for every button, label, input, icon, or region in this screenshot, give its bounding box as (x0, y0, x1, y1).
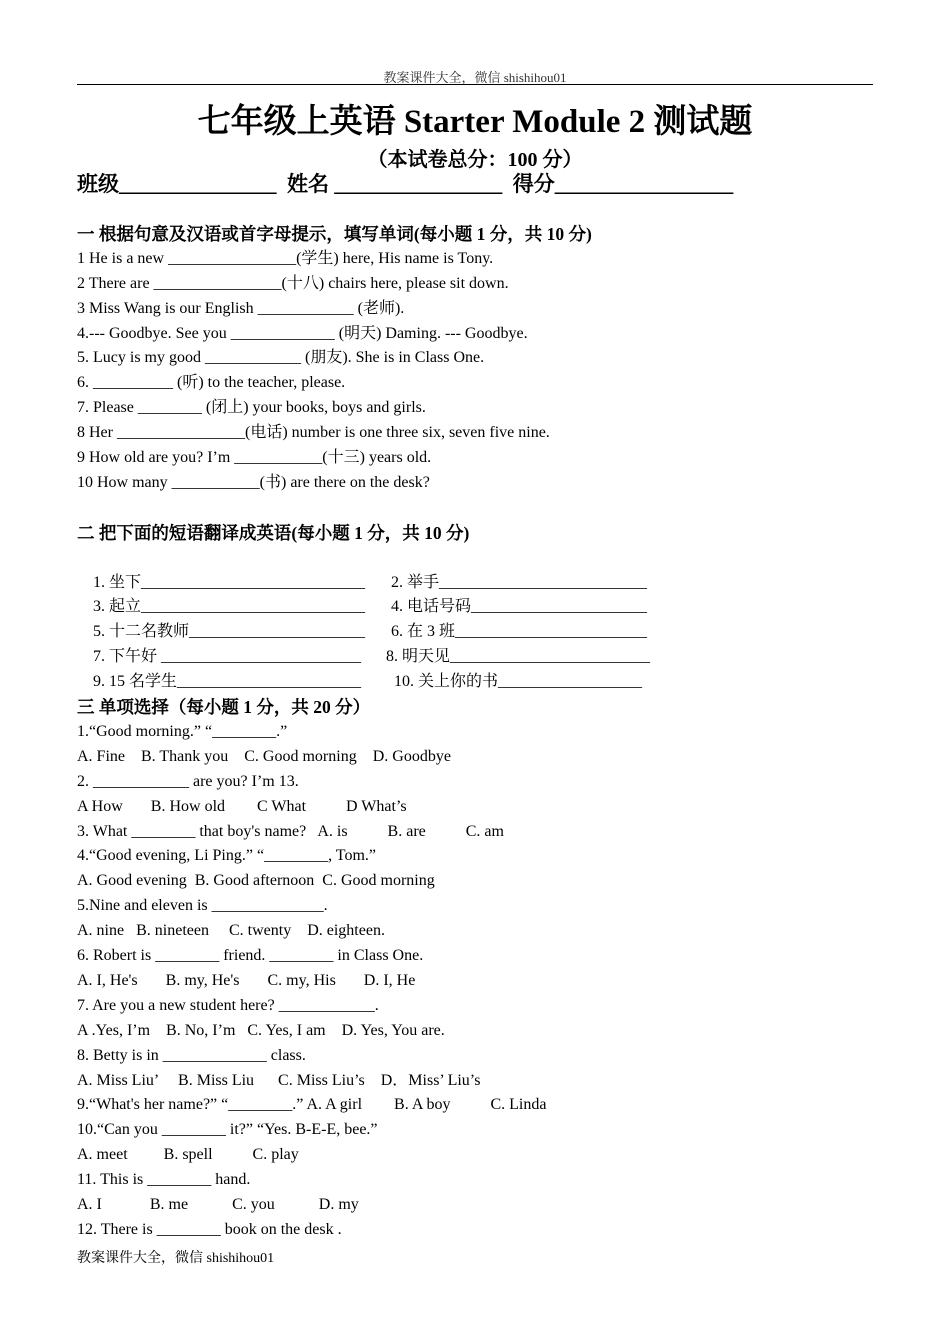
section-2-heading: 二 把下面的短语翻译成英语(每小题 1 分，共 10 分) (77, 522, 470, 543)
question-line: 2 There are ________________(十八) chairs here, please sit down. (77, 274, 509, 292)
section-gap (77, 496, 897, 521)
translation-item: 4. 电话号码______________________ (391, 598, 648, 616)
student-info-line: 班级_______________ 姓名 ________________ 得分_________________ (77, 172, 734, 196)
question-line: 6. __________ (听) to the teacher, please. (77, 374, 346, 392)
question-line: 8. Betty is in _____________ class. (77, 1046, 306, 1064)
page-title: 七年级上英语 Starter Module 2 测试题 (197, 104, 753, 140)
question-line: 4.--- Goodbye. See you _____________ (明天) Daming. --- Goodbye. (77, 324, 528, 342)
question-line: 1 He is a new ________________(学生) here, His name is Tony. (77, 249, 494, 267)
question-line: 10.“Can you ________ it?” “Yes. B-E-E, bee.” (77, 1121, 378, 1139)
options-line: A. meet B. spell C. play (77, 1146, 299, 1164)
question-line: 7. Are you a new student here? ____________. (77, 996, 379, 1014)
translation-item: 3. 起立____________________________ (93, 598, 366, 616)
translation-item: 9. 15 名学生_______________________ (93, 673, 362, 691)
options-line: A How B. How old C What D What’s (77, 797, 407, 815)
page-subtitle: （本试卷总分：100 分） (367, 149, 583, 171)
translation-item: 2. 举手__________________________ (391, 573, 648, 591)
question-line: 7. Please ________ (闭上) your books, boys and girls. (77, 399, 426, 417)
question-line: 12. There is ________ book on the desk . (77, 1220, 342, 1238)
question-line: 3. What ________ that boy's name? A. is B. are C. am (77, 822, 504, 840)
question-line: 8 Her ________________(电话) number is one three six, seven five nine. (77, 424, 550, 442)
question-line: 5.Nine and eleven is ______________. (77, 897, 328, 915)
options-line: A. nine B. nineteen C. twenty D. eighteen. (77, 922, 385, 940)
question-line: 3 Miss Wang is our English ____________ (老师). (77, 299, 405, 317)
question-line: 6. Robert is ________ friend. ________ in Class One. (77, 947, 424, 965)
translation-item: 1. 坐下____________________________ (93, 573, 366, 591)
question-line: 9.“What's her name?” “________.” A. A girl B. A boy C. Linda (77, 1096, 547, 1114)
translation-item: 8. 明天见_________________________ (386, 648, 651, 666)
question-line: 4.“Good evening, Li Ping.” “________, Tom.” (77, 847, 376, 865)
options-line: A. I B. me C. you D. my (77, 1195, 359, 1213)
question-line: 10 How many ___________(书) are there on the desk? (77, 473, 430, 491)
translation-item: 5. 十二名教师______________________ (93, 623, 366, 641)
options-line: A. Fine B. Thank you C. Good morning D. Goodbye (77, 747, 451, 765)
question-line: 2. ____________ are you? I’m 13. (77, 772, 299, 790)
options-line: A .Yes, I’m B. No, I’m C. Yes, I am D. Yes, You are. (77, 1021, 445, 1039)
question-line: 11. This is ________ hand. (77, 1171, 251, 1189)
header-rule (77, 84, 873, 85)
page-header: 教案课件大全，微信 shishihou01 (383, 70, 567, 85)
exam-content (77, 222, 897, 1243)
section-3-heading: 三 单项选择（每小题 1 分，共 20 分） (77, 697, 371, 718)
options-line: A. I, He's B. my, He's C. my, His D. I, He (77, 971, 416, 989)
translation-item: 7. 下午好 _________________________ (93, 648, 362, 666)
translation-item: 6. 在 3 班________________________ (391, 623, 648, 641)
translation-row (77, 546, 897, 591)
page-footer: 教案课件大全，微信 shishihou01 (77, 1251, 275, 1266)
translation-item: 10. 关上你的书__________________ (394, 673, 643, 691)
question-line: 1.“Good morning.” “________.” (77, 723, 288, 741)
question-line: 9 How old are you? I’m ___________(十三) years old. (77, 449, 432, 467)
options-line: A. Miss Liu’ B. Miss Liu C. Miss Liu’s D．Miss’ Liu’s (77, 1071, 481, 1089)
options-line: A. Good evening B. Good afternoon C. Good morning (77, 872, 435, 890)
section-1-heading: 一 根据句意及汉语或首字母提示，填写单词(每小题 1 分，共 10 分) (77, 224, 592, 244)
question-line: 5. Lucy is my good ____________ (朋友). She is in Class One. (77, 349, 485, 367)
